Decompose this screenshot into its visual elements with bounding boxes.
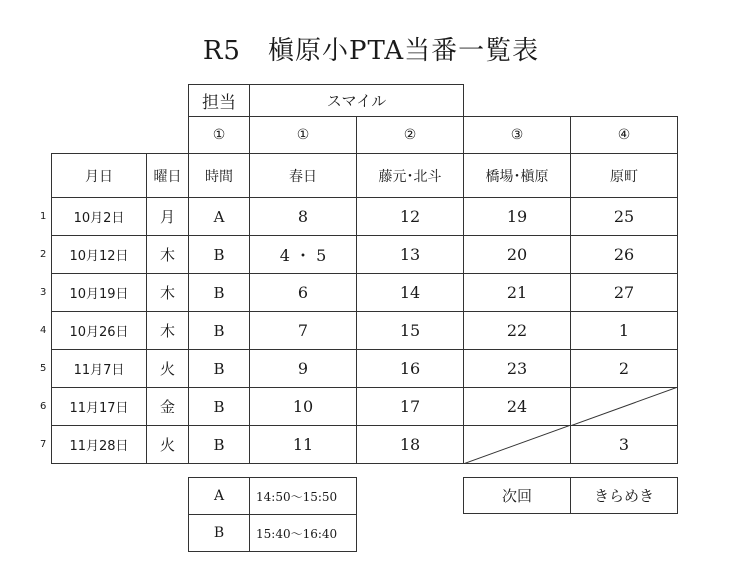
row-time: A (188, 197, 250, 236)
duty-cell (570, 387, 678, 426)
next-label: 次回 (463, 477, 571, 514)
row-number: 3 (40, 286, 47, 298)
row-number: 1 (40, 210, 47, 222)
row-date: 11月17日 (51, 387, 147, 426)
duty-cell: 19 (463, 197, 571, 236)
duty-cell: 22 (463, 311, 571, 350)
row-weekday: 火 (146, 349, 189, 388)
row-date: 10月2日 (51, 197, 147, 236)
row-weekday: 火 (146, 425, 189, 464)
page-title: R5 槇原小PTA当番一覧表 (202, 36, 540, 66)
header-area: 原町 (570, 153, 678, 198)
row-time: B (188, 425, 250, 464)
row-number: 6 (40, 400, 47, 412)
duty-cell: 17 (356, 387, 464, 426)
duty-cell: 27 (570, 273, 678, 312)
row-date: 10月19日 (51, 273, 147, 312)
duty-cell: 3 (570, 425, 678, 464)
row-weekday: 木 (146, 235, 189, 274)
row-date: 10月26日 (51, 311, 147, 350)
header-area: 春日 (249, 153, 357, 198)
duty-cell: 8 (249, 197, 357, 236)
duty-cell: 12 (356, 197, 464, 236)
group-header-1: ① (188, 116, 250, 154)
group-header-1: ① (249, 116, 357, 154)
duty-cell: 25 (570, 197, 678, 236)
duty-cell: 13 (356, 235, 464, 274)
group-header-2: ② (356, 116, 464, 154)
duty-cell: 24 (463, 387, 571, 426)
row-date: 11月28日 (51, 425, 147, 464)
duty-cell: 16 (356, 349, 464, 388)
legend-slot: A (188, 477, 250, 515)
row-time: B (188, 273, 250, 312)
duty-cell: 26 (570, 235, 678, 274)
header-area: 藤元･北斗 (356, 153, 464, 198)
row-number: 2 (40, 248, 47, 260)
duty-cell: 20 (463, 235, 571, 274)
duty-cell: 4 ・ 5 (249, 235, 357, 274)
row-number: 5 (40, 362, 47, 374)
tanto-label: 担当 (188, 84, 250, 117)
row-time: B (188, 311, 250, 350)
row-date: 11月7日 (51, 349, 147, 388)
duty-cell: 2 (570, 349, 678, 388)
legend-slot: B (188, 514, 250, 552)
legend-range: 14:50～15:50 (249, 477, 357, 515)
duty-cell: 10 (249, 387, 357, 426)
duty-cell: 23 (463, 349, 571, 388)
duty-cell: 9 (249, 349, 357, 388)
group-header-3: ③ (463, 116, 571, 154)
next-value: きらめき (570, 477, 678, 514)
group-header-4: ④ (570, 116, 678, 154)
header-area: 橋場･槇原 (463, 153, 571, 198)
row-number: 4 (40, 324, 47, 336)
row-weekday: 月 (146, 197, 189, 236)
duty-cell (463, 425, 571, 464)
duty-cell: 15 (356, 311, 464, 350)
header-weekday: 曜日 (146, 153, 189, 198)
duty-cell: 7 (249, 311, 357, 350)
row-weekday: 金 (146, 387, 189, 426)
row-number: 7 (40, 438, 47, 450)
row-time: B (188, 349, 250, 388)
duty-cell: 18 (356, 425, 464, 464)
row-weekday: 木 (146, 311, 189, 350)
row-time: B (188, 387, 250, 426)
row-date: 10月12日 (51, 235, 147, 274)
tanto-value: スマイル (249, 84, 464, 117)
row-time: B (188, 235, 250, 274)
duty-cell: 6 (249, 273, 357, 312)
legend-range: 15:40～16:40 (249, 514, 357, 552)
header-time: 時間 (188, 153, 250, 198)
duty-cell: 21 (463, 273, 571, 312)
duty-cell: 1 (570, 311, 678, 350)
row-weekday: 木 (146, 273, 189, 312)
duty-cell: 11 (249, 425, 357, 464)
header-date: 月日 (51, 153, 147, 198)
duty-cell: 14 (356, 273, 464, 312)
